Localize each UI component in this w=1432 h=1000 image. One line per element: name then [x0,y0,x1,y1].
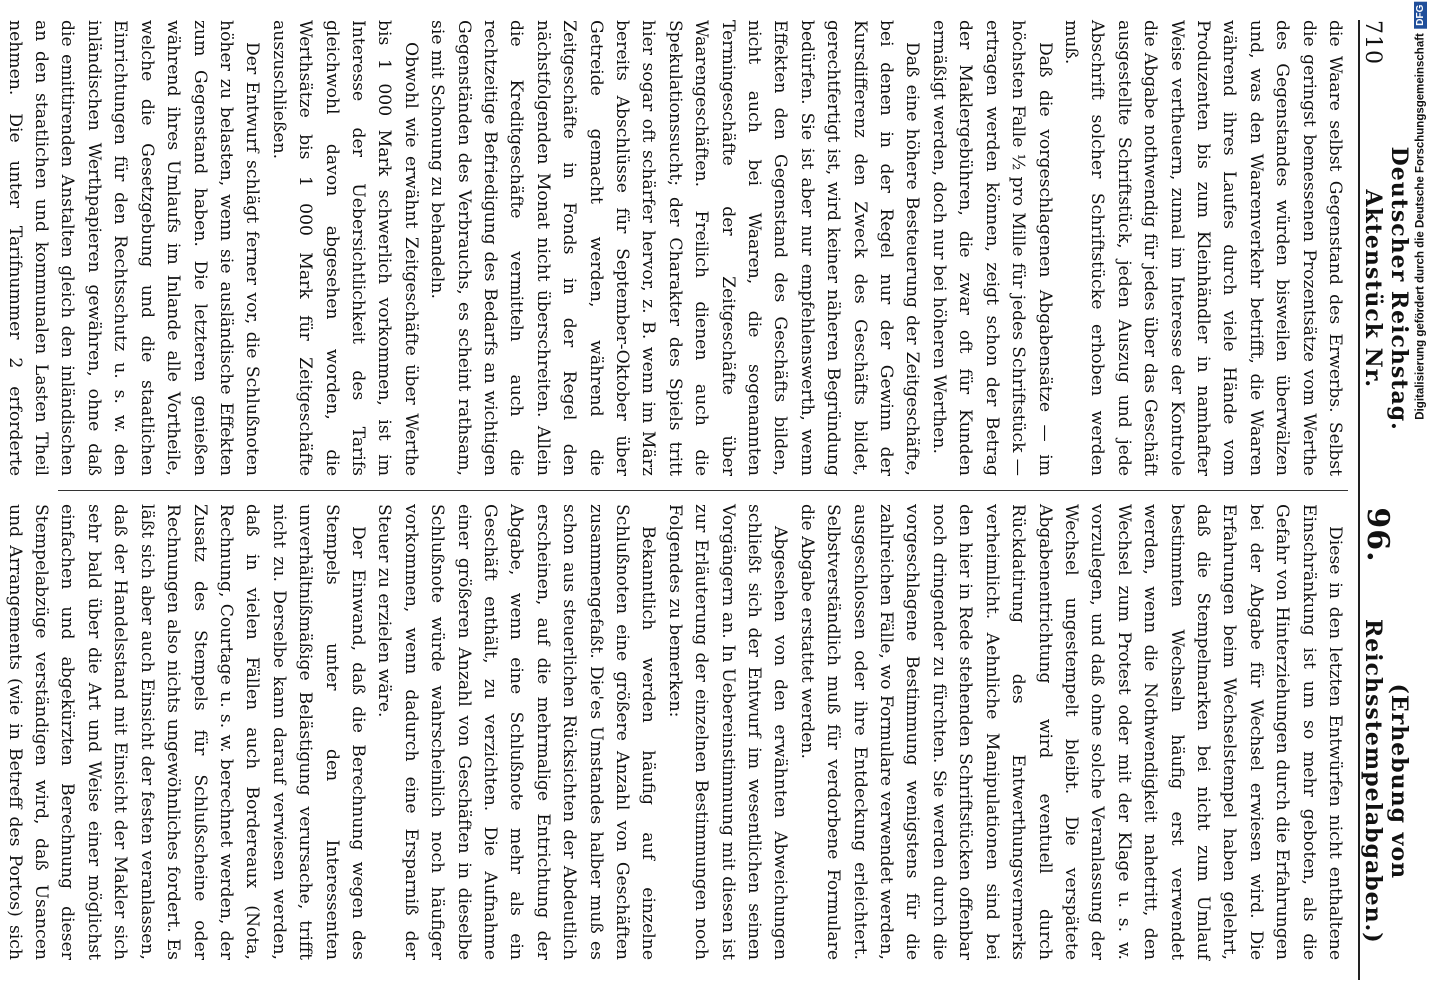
credit-text: Digitalisierung gefördert durch die Deutsche Forschungsgemeinschaft [1414,33,1426,420]
paragraph: Diese in den letzten Entwürfen nicht enthaltene Einschränkung ist um so mehr geboten, als die Gefahr von Hinterziehungen durch die Erfahrungen bei der Abgabe für Wechsel erwiesen wird. Die Erfahrungen beim Wechselstempel haben gelehrt, daß die Stempelmarken bei nicht zum Umlauf bestimmten Wechseln häufig erst verwendet werden, wenn die Nothwendigkeit nahetritt, den Wechsel zum Protest oder mit der Klage u. s. w. vorzulegen, und daß ohne solche Veranlassung der Wechsel ungestempelt bleibt. Die verspätete Abgabenentrichtung wird eventuell durch Rückdatirung des Entwerthungsvermerks verheimlicht. Aehnliche Manipulationen sind bei den hier in Rede stehenden Schriftstücken offenbar noch dringender zu fürchten. Sie werden durch die vorgeschlagene Bestimmung wenigstens für die zahlreichen Fälle, wo Formulare verwendet werden, ausgeschlossen oder ihre Entdeckung erleichtert. Selbstverständlich muß für verdorbene Formulare die Abgabe erstattet werden. [796,504,1345,960]
document-number: 96. [1360,507,1395,563]
paragraph: Abgesehen von den erwähnten Abweichungen schließt sich der Entwurf im wesentlichen seinen Vorgängern an. In Uebereinstimmung mit diesen ist zur Erläuterung der einzelnen Bestimmungen noch Folgendes zu bemerken: [664,504,791,960]
column-divider [58,490,1348,491]
header-left-title: Deutscher Reichstag. Aktenstück Nr. [1360,146,1412,431]
document-page [4,20,1412,980]
text-column-right [4,504,1348,960]
page-number: 710 [1360,20,1385,65]
paragraph: Der Entwurf schlägt ferner vor, die Schlußnoten höher zu belasten, wenn sie ausländische Effekten zum Gegenstand haben. Die letzteren genießen während ihres Umlaufs im Inlande alle Vortheile, welche die Gesetzgebung und die staatlichen Einrichtungen für den Rechtsschutz u. s. w. den inländischen Werthpapieren gewähren, ohne daß die emittirenden Anstalten gleich den inländischen an den staatlichen und kommunalen Lasten Theil nehmen. Die unter Tarifnummer 2 erforderte [4,20,263,476]
page-header [1358,20,1412,980]
paragraph: die Waare selbst Gegenstand des Erwerbs. Selbst die geringst bemessenen Prozentsätze vom Werthe des Gegenstandes würden bisweilen überwälzen und, was den Waarenverkehr betrifft, die Waaren während ihres Laufes durch viele Hände vom Produzenten bis zum Kleinhändler in namhafter Weise vertheuern, zumal im Interesse der Kontrole die Abgabe nothwendig für jedes über das Geschäft ausgestellte Schriftstück, jeden Auszug und jede Abschrift solcher Schriftstücke erhoben werden muß. [1060,20,1345,476]
text-column-left [4,20,1348,476]
paragraph: Bekanntlich werden häufig auf einzelne Schlußnoten eine größere Anzahl von Geschäften zusammengefaßt. Die'es Umstandes halber muß es schon aus steuerlichen Rücksichten der Abdeutlich erscheinen, auf die mehrmalige Entrichtung der Abgabe, wenn eine Schlußnote mehr als ein Geschäft enthält, zu verzichten. Die Aufnahme einer größeren Anzahl von Geschäften in dieselbe Schlußnote würde wahrscheinlich noch häufiger vorkommen, wenn dadurch eine Ersparniß der Steuer zu erzielen wäre. [374,504,659,960]
paragraph: Daß eine höhere Besteuerung der Zeitgeschäfte, bei denen in der Regel nur der Gewinn der Kursdifferenz den Zweck des Geschäfts bildet, gerechtfertigt ist, wird keiner näheren Begründung bedürfen. Sie ist aber nur empfehlenswerth, wenn Effekten den Gegenstand des Geschäfts bilden, nicht auch bei Waaren, die sogenannten Termingeschäfte der Zeitgeschäfte über Waarengeschäften. Freilich dienen auch die Spekulationssucht; der Charakter des Spiels tritt hier sogar oft schärfer hervor, z. B. wenn im März bereits Abschlüsse für September-Oktober über Getreide gemacht werden, während die Zeitgeschäfte in Fonds in der Regel den nächstfolgenden Monat nicht überschreiten. Allein die Kreditgeschäfte vermitteln auch die rechtzeitige Befriedigung des Bedarfs an wichtigen Gegenständen des Verbrauchs, es scheint rathsam, sie mit Schonung zu behandeln. [427,20,923,476]
paragraph: Der Einwand, daß die Berechnung wegen des Stempels unter den Interessenten unverhältnißmäßige Belästigung verursache, trifft nicht zu. Derselbe kann darauf verwiesen werden, daß in vielen Fällen auch Bordereaux (Nota, Rechnung, Courtage u. s. w. berechnet werden, der Zusatz des Stempels für Schlußscheine oder Rechnungen also nichts ungewöhnliches fordert. Es läßt sich aber auch Einsicht der festen veranlassen, daß der Handelsstand mit Einsicht der Makler sich sehr bald über die Art und Weise einer möglichst einfachen und abgekürzten Berechnung dieser Stempelabzüge verständigen wird, daß Usancen und Arrangements (wie in Betreff des Portos) sich [4,504,368,960]
dfg-logo-icon: DFG [1414,2,1427,29]
digitization-credit [1410,2,1430,998]
paragraph: Daß die vorgeschlagenen Abgabensätze — im höchsten Falle ½ pro Mille für jedes Schriftstück — ertragen werden können, zeigt schon der Betrag der Maklergebühren, die zwar oft für Kunden ermäßigt werden, doch nur bei höheren Werthen. [928,20,1055,476]
header-right-title: (Erhebung von Reichsstempelabgaben.) [1360,618,1412,944]
paragraph: Obwohl wie erwähnt Zeitgeschäfte über Werthe bis 1 000 Mark schwerlich vorkommen, ist im Interesse der Uebersichtlichkeit des Tarifs gleichwohl davon abgesehen worden, die Werthsätze bis 1 000 Mark für Zeitgeschäfte auszuschließen. [268,20,421,476]
